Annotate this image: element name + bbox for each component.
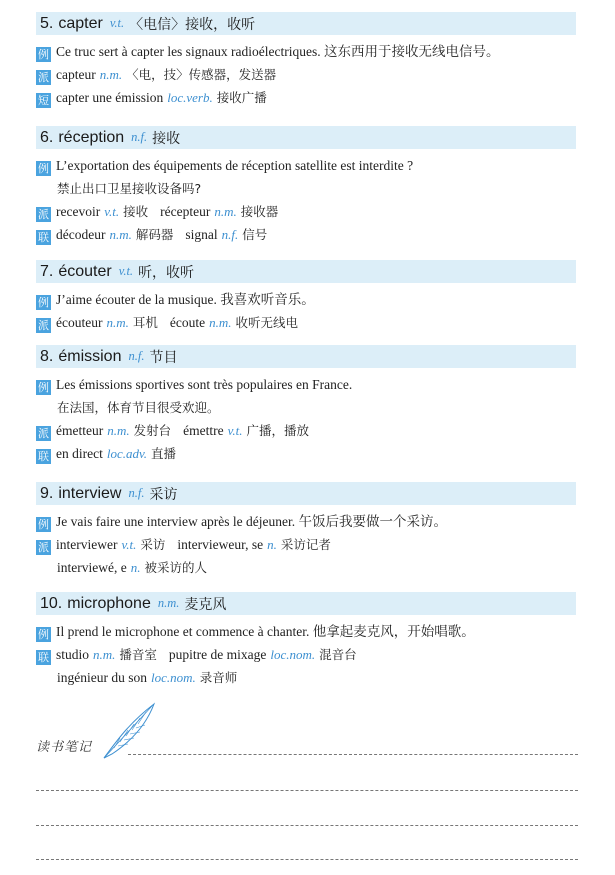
entry-line [36,620,576,643]
part-of-speech: n.m. [109,227,132,242]
entry-header [36,592,576,615]
tag-derived-icon: 派 [38,319,49,332]
chinese-meaning: 采访 [140,537,166,552]
headword: écouter [58,262,112,280]
headword-meaning: 节目 [149,349,178,366]
entry-line [36,442,576,465]
tag-derived-icon: 派 [38,71,49,84]
chinese-meaning: 播音室 [119,647,157,662]
entry-number: 7. [40,262,54,280]
chinese-meaning: 录音师 [199,670,238,685]
tag-example-icon: 例 [38,381,49,394]
part-of-speech: n.f. [221,227,239,242]
entry-line [36,288,576,311]
entry-number: 6. [40,128,54,146]
headword-meaning: 听，收听 [138,264,195,281]
chinese-meaning: 直播 [151,446,177,461]
chinese-meaning: 解码器 [135,227,174,242]
example-sentence: J’aime écouter de la musique. 我喜欢听音乐。 [56,292,315,307]
entry-line [36,311,576,334]
tag-related-icon: 联 [38,651,49,664]
headword-pos: v.t. [109,16,125,30]
tag-example-icon: 例 [38,628,49,641]
entry-number: 10. [40,594,63,612]
tag-derived-icon: 派 [38,427,49,440]
entry-line [36,556,576,579]
tag-example-icon: 例 [38,48,49,61]
entry-émission [36,345,576,465]
entry-header [36,260,576,283]
chinese-meaning: 信号 [242,227,268,242]
part-of-speech: loc.nom. [151,670,196,685]
french-word: décodeur [56,227,106,242]
entry-line [36,373,576,396]
chinese-meaning: 采访记者 [280,537,331,552]
headword-pos: n.f. [131,130,148,144]
headword: réception [58,128,125,146]
entry-header [36,345,576,368]
note-line[interactable] [36,859,578,860]
chinese-meaning: 接收广播 [216,90,267,105]
headword-meaning: 麦克风 [184,596,227,613]
part-of-speech: v.t. [121,537,137,552]
headword-pos: v.t. [118,264,134,278]
french-word: capter une émission [56,90,164,105]
entry-line [36,154,576,177]
headword-meaning: 采访 [149,486,178,503]
french-word: recevoir [56,204,101,219]
french-word: capteur [56,67,96,82]
entry-capter [36,12,576,109]
french-word: écoute [169,315,206,330]
tag-example-icon: 例 [38,296,49,309]
entry-line [36,419,576,442]
entry-line [36,666,576,689]
headword: émission [58,347,122,365]
reading-notes-title: 读书笔记 [36,740,93,755]
chinese-meaning: 耳机 [132,315,158,330]
entry-header [36,12,576,35]
tag-example-icon: 例 [38,162,49,175]
headword-meaning: 〈电信〉接收，收听 [129,16,256,33]
french-word: interviewer [56,537,118,552]
tag-phrase-icon: 短 [38,94,49,107]
note-line[interactable] [128,754,578,755]
entry-header [36,126,576,149]
entry-line [36,86,576,109]
headword: capter [58,14,103,32]
french-word: émetteur [56,423,104,438]
part-of-speech: n. [267,537,277,552]
headword-meaning: 接收 [152,130,181,147]
entry-interview [36,482,576,579]
french-word: signal [185,227,218,242]
entry-réception [36,126,576,246]
french-word: intervieweur, se [177,537,264,552]
entry-line [36,177,576,200]
part-of-speech: loc.adv. [106,446,148,461]
headword: interview [58,484,122,502]
tag-derived-icon: 派 [38,208,49,221]
part-of-speech: v.t. [227,423,243,438]
entry-header [36,482,576,505]
part-of-speech: v.t. [104,204,120,219]
part-of-speech: n.m. [214,204,237,219]
tag-related-icon: 联 [38,450,49,463]
part-of-speech: n.m. [99,67,123,82]
entry-number: 5. [40,14,54,32]
tag-example-icon: 例 [38,518,49,531]
chinese-meaning: 收听无线电 [235,315,299,330]
entry-line [36,510,576,533]
feather-icon [98,698,160,762]
french-word: ingénieur du son [57,670,147,685]
french-word: interviewé, e [57,560,127,575]
example-translation: 在法国，体育节目很受欢迎。 [57,400,220,415]
example-translation: 禁止出口卫星接收设备吗? [57,181,202,196]
entry-line [36,396,576,419]
chinese-meaning: 接收 [123,204,149,219]
headword: microphone [67,594,151,612]
part-of-speech: loc.nom. [270,647,316,662]
entry-line [36,63,576,86]
chinese-meaning: 广播，播放 [246,423,310,438]
entry-line [36,223,576,246]
example-sentence: Il prend le microphone et commence à chanter. 他拿起麦克风，开始唱歌。 [56,624,475,639]
headword-pos: n.m. [157,596,180,610]
entry-line [36,40,576,63]
part-of-speech: n.m. [93,647,116,662]
part-of-speech: loc.verb. [167,90,213,105]
chinese-meaning: 〈电，技〉传感器，发送器 [126,67,277,82]
tag-derived-icon: 派 [38,541,49,554]
chinese-meaning: 接收器 [240,204,279,219]
part-of-speech: n. [130,560,141,575]
entry-number: 8. [40,347,54,365]
french-word: émettre [183,423,224,438]
tag-related-icon: 联 [38,231,49,244]
part-of-speech: n.m. [209,315,232,330]
french-word: récepteur [160,204,211,219]
example-sentence: L’exportation des équipements de réception satellite est interdite ? [56,158,414,173]
entry-line [36,200,576,223]
entry-écouter [36,260,576,334]
french-word: en direct [56,446,103,461]
chinese-meaning: 发射台 [133,423,172,438]
note-line[interactable] [36,790,578,791]
chinese-meaning: 被采访的人 [144,560,207,575]
headword-pos: n.f. [128,349,145,363]
french-word: pupitre de mixage [168,647,267,662]
part-of-speech: n.m. [106,315,129,330]
example-sentence: Ce truc sert à capter les signaux radioélectriques. 这东西用于接收无线电信号。 [56,44,500,59]
chinese-meaning: 混音台 [319,647,357,662]
headword-pos: n.f. [128,486,145,500]
example-sentence: Je vais faire une interview après le déjeuner. 午饭后我要做一个采访。 [56,514,448,529]
french-word: écouteur [56,315,103,330]
entry-line [36,533,576,556]
entry-number: 9. [40,484,54,502]
entry-line [36,643,576,666]
part-of-speech: n.m. [107,423,130,438]
entry-microphone [36,592,576,689]
french-word: studio [56,647,90,662]
note-line[interactable] [36,825,578,826]
example-sentence: Les émissions sportives sont très populaires en France. [56,377,353,392]
